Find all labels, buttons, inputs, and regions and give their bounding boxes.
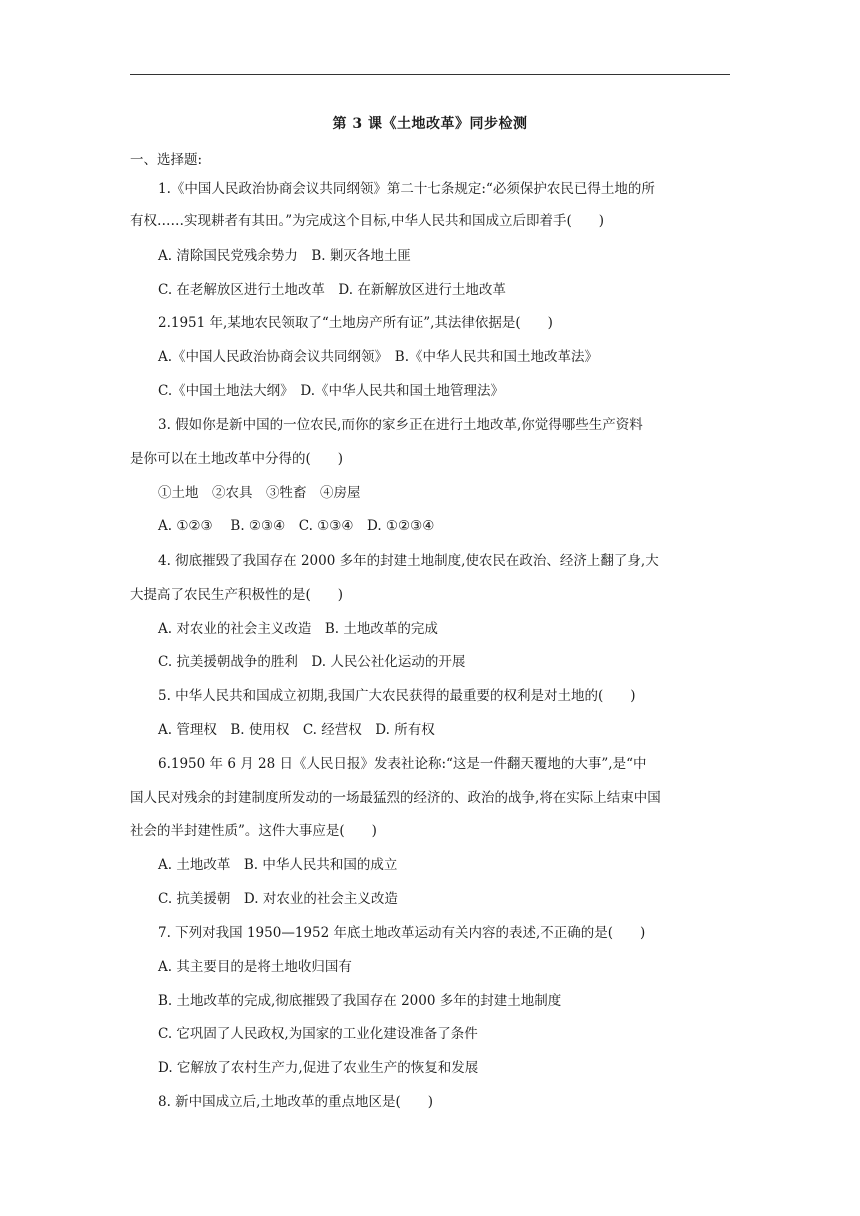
question-6-options-cd: C. 抗美援朝 D. 对农业的社会主义改造 [158, 891, 398, 907]
question-1-options-cd: C. 在老解放区进行土地改革 D. 在新解放区进行土地改革 [158, 282, 506, 298]
question-6-line-1: 6.1950 年 6 月 28 日《人民日报》发表社论称:“这是一件翻天覆地的大事”,是“中 [158, 756, 647, 772]
question-4-line-1: 4. 彻底摧毁了我国存在 2000 多年的封建土地制度,使农民在政治、经济上翻了身,大 [158, 553, 659, 569]
question-7-option-a: A. 其主要目的是将土地收归国有 [158, 959, 352, 975]
question-7-option-d: D. 它解放了农村生产力,促进了农业生产的恢复和发展 [158, 1060, 479, 1076]
question-3-options: A. ①②③ B. ②③④ C. ①③④ D. ①②③④ [158, 518, 435, 534]
question-1-options-ab: A. 清除国民党残余势力 B. 剿灭各地土匪 [158, 248, 411, 264]
page-title: 第 3 课《土地改革》同步检测 [332, 116, 528, 132]
question-7-text: 7. 下列对我国 1950—1952 年底土地改革运动有关内容的表述,不正确的是( ) [158, 925, 646, 941]
question-1-line-2: 有权……实现耕者有其田。”为完成这个目标,中华人民共和国成立后即着手( ) [130, 213, 604, 229]
question-7-option-b: B. 土地改革的完成,彻底摧毁了我国存在 2000 多年的封建土地制度 [158, 993, 562, 1009]
question-6-line-3: 社会的半封建性质”。这件大事应是( ) [130, 823, 377, 839]
question-7-option-c: C. 它巩固了人民政权,为国家的工业化建设准备了条件 [158, 1026, 478, 1042]
question-3-line-1: 3. 假如你是新中国的一位农民,而你的家乡正在进行土地改革,你觉得哪些生产资料 [158, 417, 643, 433]
question-2-options-cd: C.《中国土地法大纲》 D.《中华人民共和国土地管理法》 [158, 383, 505, 399]
question-4-line-2: 大提高了农民生产积极性的是( ) [130, 587, 344, 603]
question-4-options-ab: A. 对农业的社会主义改造 B. 土地改革的完成 [158, 621, 438, 637]
question-4-options-cd: C. 抗美援朝战争的胜利 D. 人民公社化运动的开展 [158, 654, 466, 670]
question-3-line-2: 是你可以在土地改革中分得的( ) [130, 451, 344, 467]
header-rule [130, 74, 730, 75]
question-6-line-2: 国人民对残余的封建制度所发动的一场最猛烈的经济的、政治的战争,将在实际上结束中国 [130, 790, 661, 806]
question-5-text: 5. 中华人民共和国成立初期,我国广大农民获得的最重要的权利是对土地的( ) [158, 688, 636, 704]
question-2-options-ab: A.《中国人民政治协商会议共同纲领》 B.《中华人民共和国土地改革法》 [158, 349, 599, 365]
question-5-options: A. 管理权 B. 使用权 C. 经营权 D. 所有权 [158, 722, 435, 738]
section-heading: 一、选择题: [130, 152, 203, 168]
question-3-items: ①土地 ②农具 ③牲畜 ④房屋 [158, 485, 361, 501]
question-8-text: 8. 新中国成立后,土地改革的重点地区是( ) [158, 1094, 433, 1110]
question-2-text: 2.1951 年,某地农民领取了“土地房产所有证”,其法律依据是( ) [158, 315, 553, 331]
question-1-line-1: 1.《中国人民政治协商会议共同纲领》第二十七条规定:“必须保护农民已得土地的所 [158, 181, 655, 197]
question-6-options-ab: A. 土地改革 B. 中华人民共和国的成立 [158, 857, 398, 873]
